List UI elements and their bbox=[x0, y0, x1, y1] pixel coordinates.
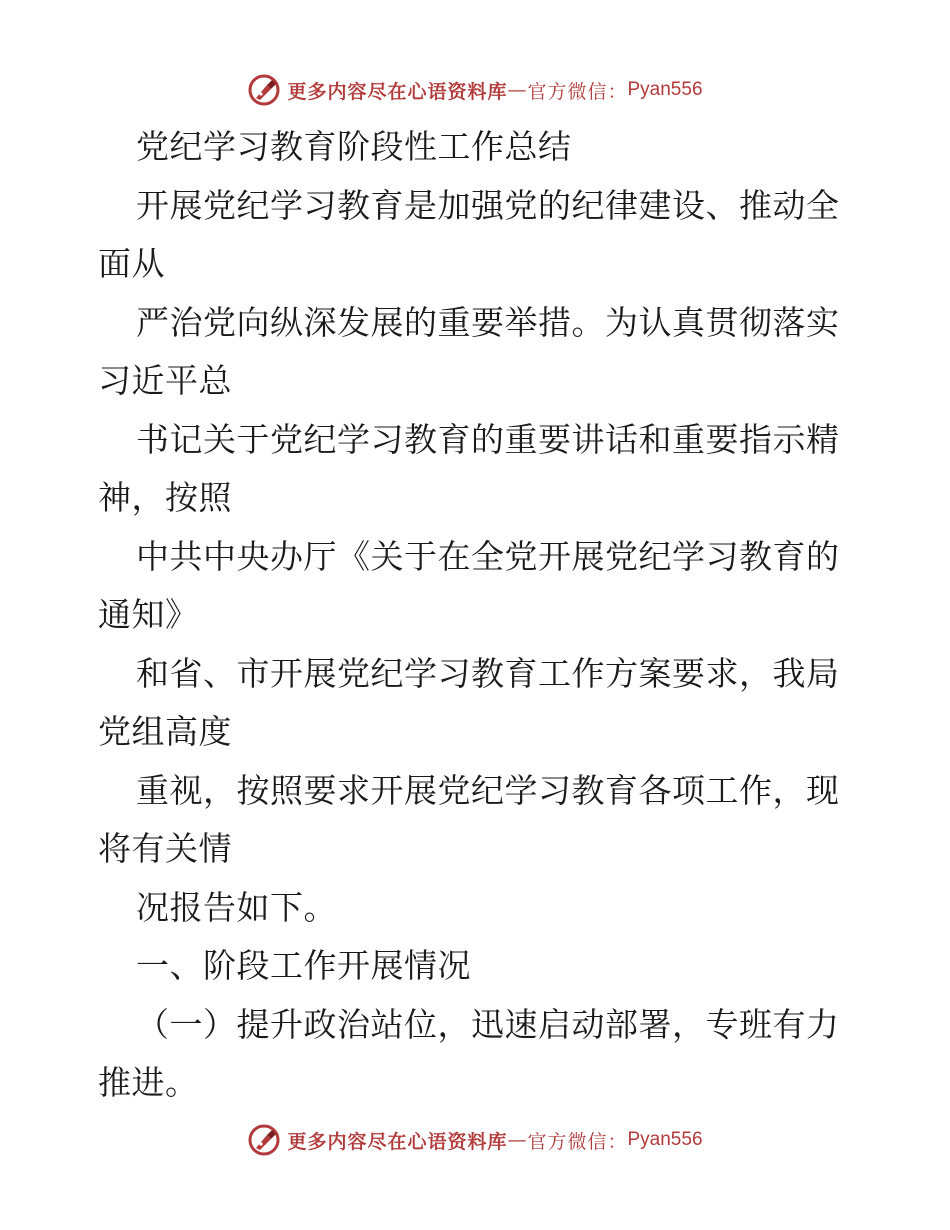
paragraph-line: 中共中央办厅《关于在全党开展党纪学习教育的 bbox=[136, 536, 840, 576]
document-title: 党纪学习教育阶段性工作总结 bbox=[136, 127, 572, 166]
paragraph-line: 严治党向纵深发展的重要举措。为认真贯彻落实 bbox=[136, 302, 840, 342]
watermark-wechat-id: Pyan556 bbox=[627, 79, 703, 100]
pen-nib-logo-icon bbox=[247, 1123, 281, 1157]
section-heading: 一、阶段工作开展情况 bbox=[136, 946, 471, 985]
watermark-separator: — bbox=[507, 79, 528, 101]
paragraph-line: 书记关于党纪学习教育的重要讲话和重要指示精 bbox=[136, 419, 840, 459]
watermark-main-text: 更多内容尽在心语资料库 bbox=[287, 80, 508, 103]
paragraph-line: 将有关情 bbox=[98, 829, 232, 868]
paragraph-line: 重视，按照要求开展党纪学习教育各项工作，现 bbox=[136, 770, 840, 810]
watermark-sub-text: 官方微信： bbox=[527, 1130, 628, 1153]
header-watermark bbox=[0, 70, 950, 110]
paragraph-line: 党组高度 bbox=[98, 712, 232, 751]
paragraph-line: 神，按照 bbox=[98, 478, 232, 517]
subsection-heading-continued: 推进。 bbox=[98, 1063, 199, 1102]
subsection-heading: （一）提升政治站位，迅速启动部署，专班有力 bbox=[136, 1004, 840, 1044]
watermark-sub-text: 官方微信： bbox=[527, 80, 628, 103]
paragraph-line: 习近平总 bbox=[98, 361, 232, 400]
watermark-wechat-id: Pyan556 bbox=[627, 1129, 703, 1150]
pen-nib-logo-icon bbox=[247, 73, 281, 107]
footer-watermark bbox=[0, 1120, 950, 1160]
paragraph-line: 开展党纪学习教育是加强党的纪律建设、推动全 bbox=[136, 185, 840, 225]
paragraph-line: 况报告如下。 bbox=[136, 887, 337, 927]
paragraph-line: 面从 bbox=[98, 244, 165, 283]
document-body bbox=[98, 118, 858, 1113]
watermark-main-text: 更多内容尽在心语资料库 bbox=[287, 1130, 508, 1153]
paragraph-line: 通知》 bbox=[98, 595, 199, 634]
paragraph-line: 和省、市开展党纪学习教育工作方案要求，我局 bbox=[136, 653, 840, 693]
watermark-separator: — bbox=[507, 1129, 528, 1151]
